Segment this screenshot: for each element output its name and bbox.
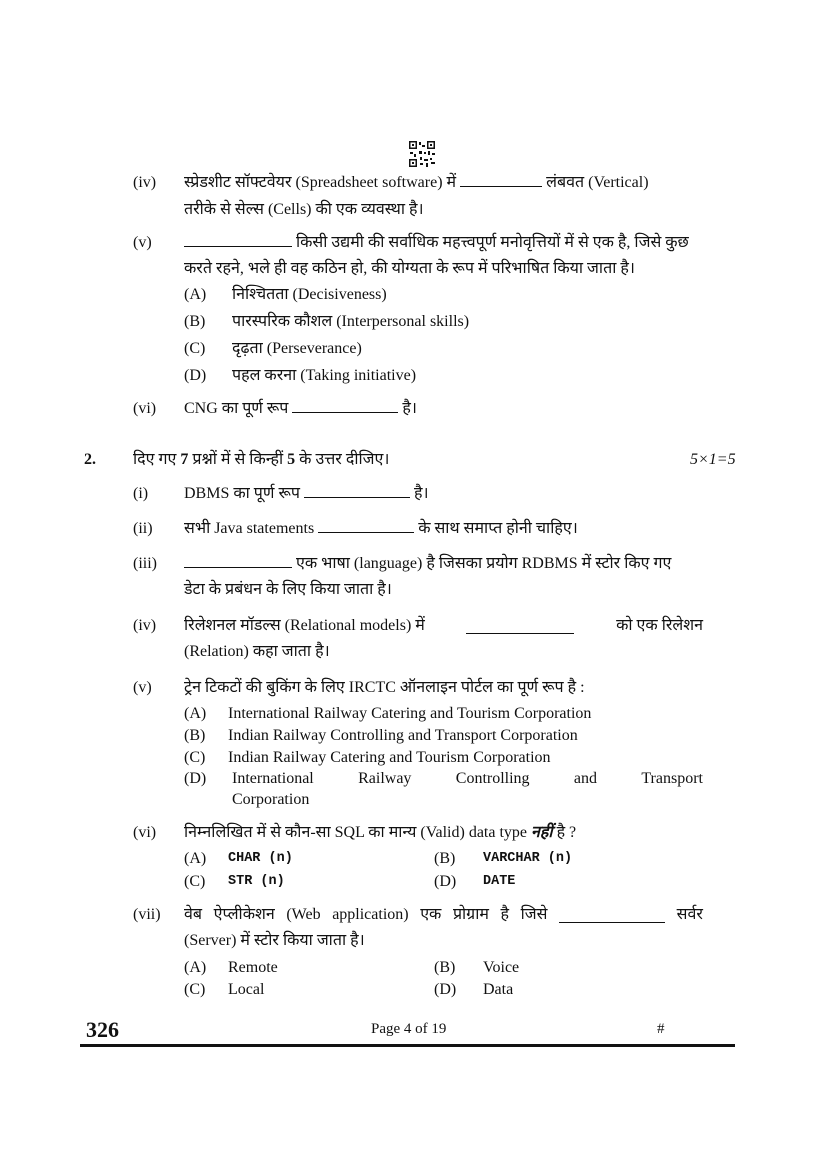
answer-blank xyxy=(318,518,414,533)
option-text: दृढ़ता (Perseverance) xyxy=(232,340,362,357)
option-label: (B) xyxy=(434,959,456,976)
option-label: (D) xyxy=(434,873,457,890)
option-label: (A) xyxy=(184,959,207,976)
option-text: Local xyxy=(228,981,265,998)
question-instruction: दिए गए 7 प्रश्नों में से किन्हीं 5 के उत्तर दीजिए। xyxy=(133,451,390,468)
option-text: International Railway Controlling and Transport xyxy=(232,770,703,787)
option-label: (D) xyxy=(184,367,207,384)
paper-code: 326 xyxy=(86,1017,119,1042)
option-label: (B) xyxy=(184,313,206,330)
question-number: (iii) xyxy=(133,555,157,572)
question-number: (vi) xyxy=(133,400,157,417)
question-text: ट्रेन टिकटों की बुकिंग के लिए IRCTC ऑनलाइन पोर्टल का पूर्ण रूप है : xyxy=(184,679,585,696)
option-text: STR (n) xyxy=(228,874,285,889)
question-text: (Server) में स्टोर किया जाता है। xyxy=(184,932,365,949)
option-text: Voice xyxy=(483,959,520,976)
question-number: (vii) xyxy=(133,906,161,923)
qr-code-icon xyxy=(408,140,436,168)
question-number: (vi) xyxy=(133,824,157,841)
answer-blank xyxy=(304,483,410,498)
option-label: (A) xyxy=(184,705,207,722)
question-number: (i) xyxy=(133,485,149,502)
answer-blank xyxy=(184,553,292,568)
option-label: (A) xyxy=(184,286,207,303)
question-text: किसी उद्यमी की सर्वाधिक महत्त्वपूर्ण मनोवृत्तियों में से एक है, जिसे कुछ xyxy=(184,232,689,254)
question-text: करते रहने, भले ही वह कठिन हो, की योग्यता के रूप में परिभाषित किया जाता है। xyxy=(184,260,635,277)
footer-mark: # xyxy=(657,1021,665,1037)
marks-label: 5×1=5 xyxy=(690,451,736,468)
question-number: 2. xyxy=(84,451,96,468)
option-label: (C) xyxy=(184,873,206,890)
question-number: (v) xyxy=(133,234,152,251)
answer-blank xyxy=(292,398,398,413)
question-text: सभी Java statements के साथ समाप्त होनी चाहिए। xyxy=(184,520,578,537)
question-number: (iv) xyxy=(133,174,157,191)
answer-blank xyxy=(559,908,665,923)
option-text: DATE xyxy=(483,874,516,889)
question-text: वेब ऐप्लीकेशन (Web application) एक प्रोग्राम है जिसे सर्वर xyxy=(184,906,703,923)
option-text: Data xyxy=(483,981,514,998)
question-text: रिलेशनल मॉडल्स (Relational models) में को एक रिलेशन xyxy=(184,617,703,634)
option-text: VARCHAR (n) xyxy=(483,851,573,866)
option-label: (A) xyxy=(184,850,207,867)
option-text: CHAR (n) xyxy=(228,851,293,866)
option-text: पारस्परिक कौशल (Interpersonal skills) xyxy=(232,313,470,330)
question-text: DBMS का पूर्ण रूप है। xyxy=(184,485,429,502)
footer-divider xyxy=(80,1044,735,1047)
option-text: पहल करना (Taking initiative) xyxy=(232,367,417,384)
option-text: Indian Railway Controlling and Transport Corporation xyxy=(228,727,578,744)
option-text: Corporation xyxy=(232,791,310,808)
question-text: (Relation) कहा जाता है। xyxy=(184,643,330,660)
question-text: स्प्रेडशीट सॉफ्टवेयर (Spreadsheet software) में लंबवत (Vertical) xyxy=(184,174,649,191)
question-text: निम्नलिखित में से कौन-सा SQL का मान्य (Valid) data type नहीं है ? xyxy=(184,824,577,841)
option-label: (C) xyxy=(184,749,206,766)
question-text: एक भाषा (language) है जिसका प्रयोग RDBMS में स्टोर किए गए xyxy=(184,553,671,575)
option-label: (B) xyxy=(434,850,456,867)
question-number: (ii) xyxy=(133,520,153,537)
question-text: डेटा के प्रबंधन के लिए किया जाता है। xyxy=(184,581,392,598)
question-text: तरीके से सेल्स (Cells) की एक व्यवस्था है। xyxy=(184,201,424,218)
answer-blank xyxy=(460,172,542,187)
option-label: (D) xyxy=(434,981,457,998)
option-label: (D) xyxy=(184,770,207,787)
option-text: Remote xyxy=(228,959,278,976)
answer-blank xyxy=(466,619,574,634)
option-label: (C) xyxy=(184,340,206,357)
option-text: International Railway Catering and Tourism Corporation xyxy=(228,705,592,722)
answer-blank xyxy=(184,232,292,247)
page-number: Page 4 of 19 xyxy=(371,1021,447,1037)
question-number: (v) xyxy=(133,679,152,696)
option-label: (B) xyxy=(184,727,206,744)
question-text: CNG का पूर्ण रूप है। xyxy=(184,400,417,417)
option-text: Indian Railway Catering and Tourism Corporation xyxy=(228,749,551,766)
option-text: निश्चितता (Decisiveness) xyxy=(232,286,387,303)
option-label: (C) xyxy=(184,981,206,998)
question-number: (iv) xyxy=(133,617,157,634)
